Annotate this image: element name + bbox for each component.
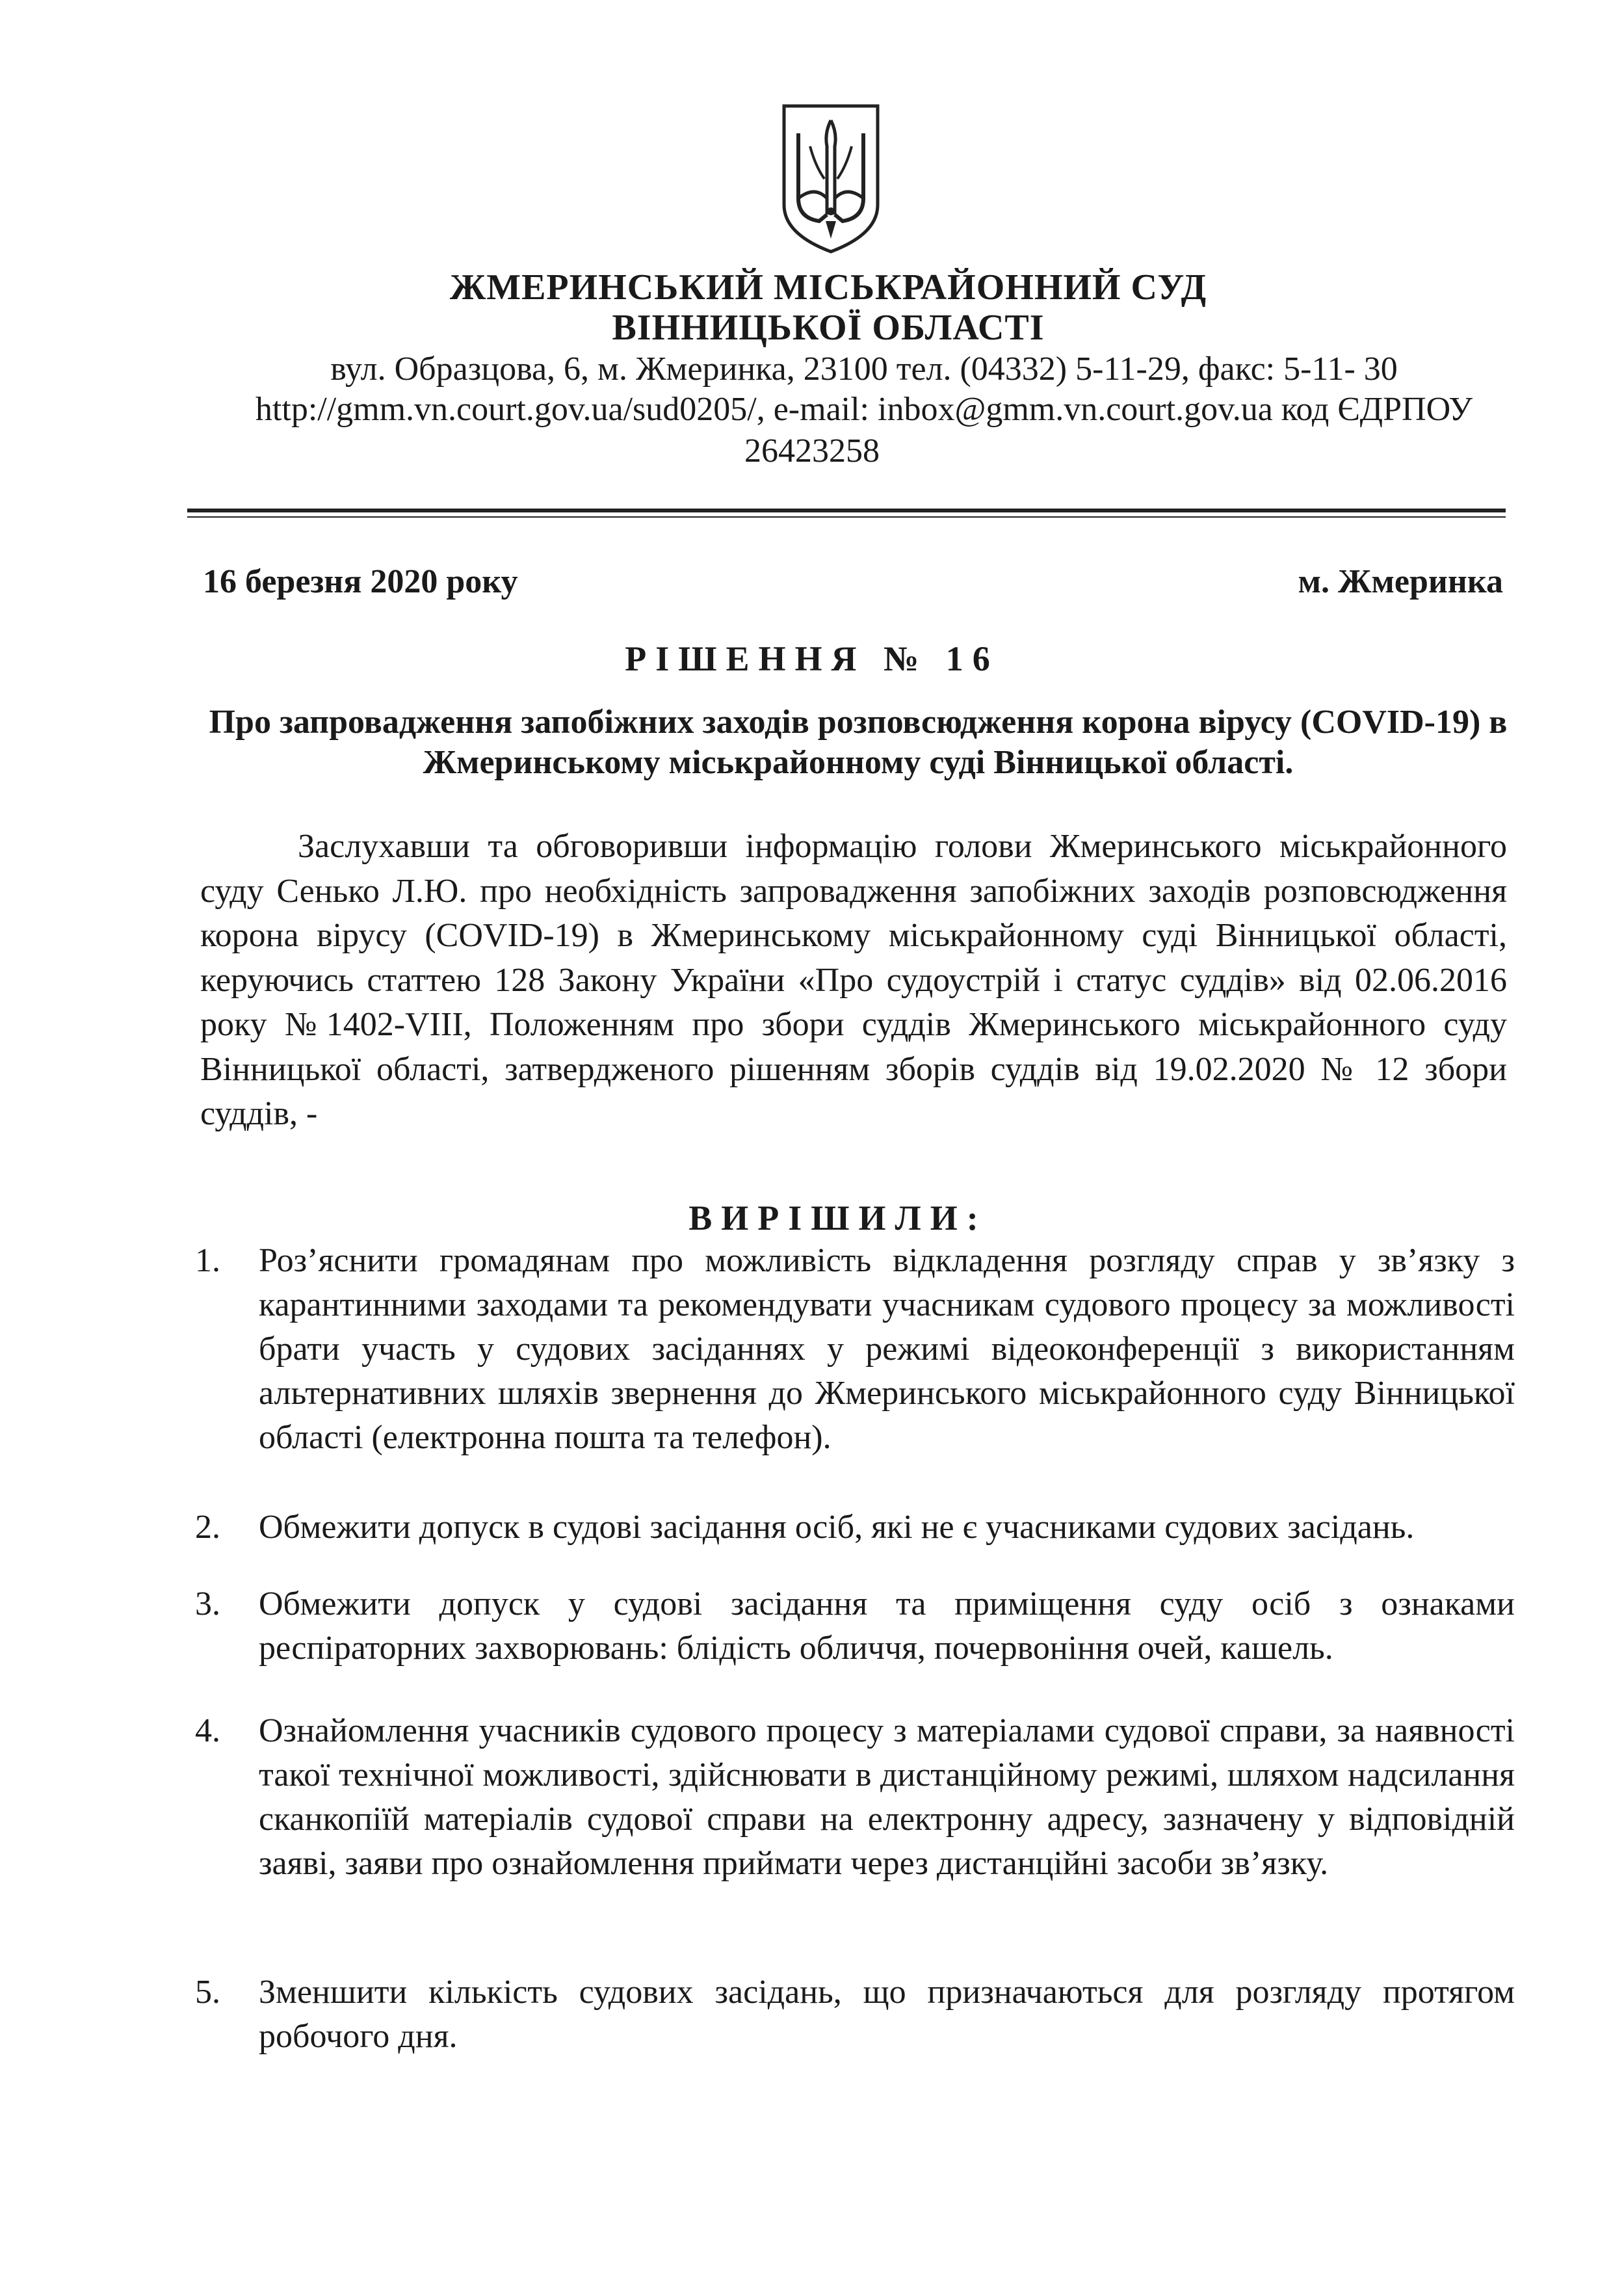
court-web-email: http://gmm.vn.court.gov.ua/sud0205/, e-mail: inbox@gmm.vn.court.gov.ua код ЄДРПОУ [255, 391, 1473, 428]
document-date: 16 березня 2020 року [203, 563, 518, 600]
document-city: м. Жмеринка [1298, 563, 1503, 600]
court-address: вул. Образцова, 6, м. Жмеринка, 23100 тел. (04332) 5-11-29, факс: 5-11- 30 [330, 351, 1398, 388]
decision-subject: Про запровадження запобіжних заходів розповсюдження корона вірусу (COVID-19) в Жмеринському міськрайонному суді Вінницької області. [209, 704, 1508, 781]
resolved-heading: ВИРІШИЛИ: [688, 1198, 988, 1237]
list-item [195, 1709, 1515, 1886]
preamble-text: Заслухавши та обговоривши інформацію голови Жмеринського міськрайонного суду Сенько Л.Ю. про необхідність запровадження запобіжних заходів розповсюдження корона вірусу (COVID-19) в Жмеринському міськрайонному суді Вінницької області, керуючись статтею 128 Закону України «Про судоустрій і статус суддів» від 02.06.2016 року №1402-VIII, Положенням про збори суддів Жмеринського міськрайонного суду Вінницької області, затвердженого рішенням зборів суддів від 19.02.2020 № 12 збори суддів, - [200, 828, 1507, 1132]
list-item [195, 1582, 1515, 1671]
list-item-number: 2. [195, 1509, 220, 1546]
list-item [195, 1970, 1515, 2059]
list-item-text: Роз’яснити громадянам про можливість відкладення розгляду справ у зв’язку з карантинними заходами та рекомендувати учасникам судового процесу за можливості брати участь у судових засіданнях у режимі відеоконференції з використанням альтернативних шляхів звернення до Жмеринського міськрайонного суду Вінницької області (електронна пошта та телефон). [259, 1242, 1515, 1456]
preamble-paragraph [200, 825, 1507, 1137]
court-name-line1: ЖМЕРИНСЬКИЙ МІСЬКРАЙОННИЙ СУД [449, 267, 1207, 308]
list-item-text: Обмежити допуск в судові засідання осіб, які не є учасниками судових засідань. [259, 1509, 1415, 1546]
list-item-number: 1. [195, 1242, 220, 1279]
list-item-number: 5. [195, 1974, 220, 2011]
list-item [195, 1239, 1515, 1460]
court-edrpou-code: 26423258 [744, 432, 880, 470]
court-name-line2: ВІННИЦЬКОЇ ОБЛАСТІ [612, 308, 1045, 348]
list-item-number: 3. [195, 1585, 220, 1622]
header-divider-thick [187, 509, 1506, 512]
list-item [195, 1505, 1515, 1550]
header-divider-thin [187, 516, 1506, 518]
list-item-number: 4. [195, 1712, 220, 1749]
decision-title: РІШЕННЯ № 16 [625, 639, 999, 678]
list-item-text: Обмежити допуск у судові засідання та приміщення суду осіб з ознаками респіраторних захворювань: блідість обличчя, почервоніння очей, кашель. [259, 1585, 1515, 1667]
list-item-text: Ознайомлення учасників судового процесу з матеріалами судової справи, за наявності такої технічної можливості, здійснювати в дистанційному режимі, шляхом надсилання сканкопіїй матеріалів судової справи на електронну адресу, зазначену у відповідній заяві, заяви про ознайомлення приймати через дистанційні засоби зв’язку. [259, 1712, 1515, 1882]
trident-coat-of-arms-icon [779, 101, 883, 257]
list-item-text: Зменшити кількість судових засідань, що призначаються для розгляду протягом робочого дня. [259, 1974, 1515, 2055]
